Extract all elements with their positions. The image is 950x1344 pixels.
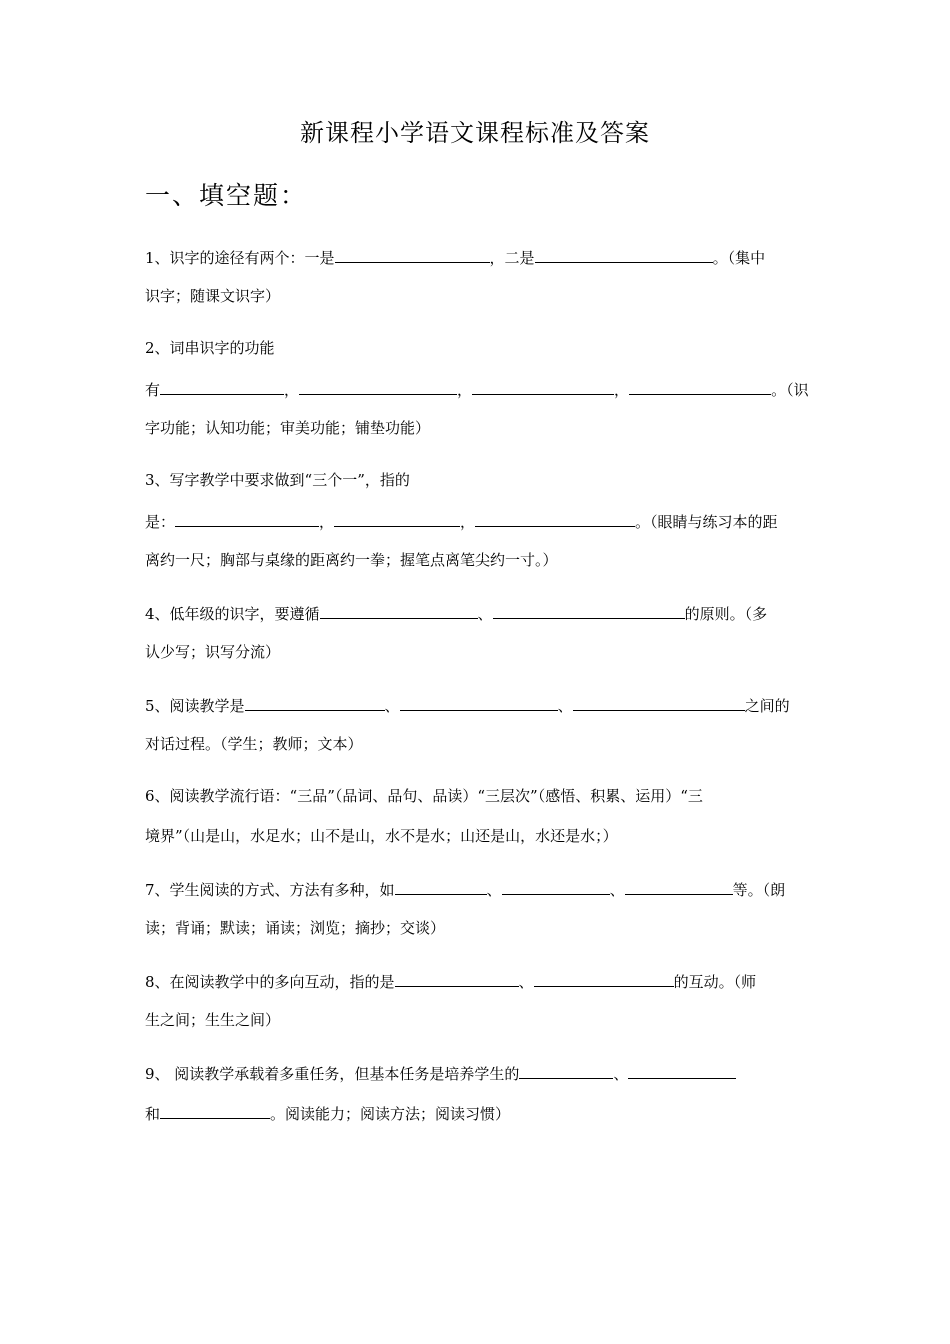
question-6-line-2: 境界”（山是山，水足水；山不是山，水不是水；山还是山，水还是水；） xyxy=(145,827,618,845)
answer-blank[interactable] xyxy=(628,1062,736,1079)
answer-blank[interactable] xyxy=(535,246,713,263)
answer-blank[interactable] xyxy=(320,602,478,619)
answer-blank[interactable] xyxy=(299,378,457,395)
answer-blank[interactable] xyxy=(573,694,745,711)
question-3-line-1: 3、写字教学中要求做到“三个一”，指的 xyxy=(145,471,410,489)
document-title: 新课程小学语文课程标准及答案 xyxy=(300,119,650,147)
answer-blank[interactable] xyxy=(629,378,771,395)
answer-blank[interactable] xyxy=(395,970,519,987)
question-8-line-1: 8、在阅读教学中的多向互动，指的是 、 的互动。（师 xyxy=(145,970,756,992)
question-7-line-2: 读；背诵；默读；诵读；浏览；摘抄；交谈） xyxy=(145,919,446,937)
question-6-line-1: 6、阅读教学流行语：“三品”（品词、品句、品读）“三层次”（感悟、积累、运用）“三 xyxy=(145,787,703,805)
question-9-line-1: 9、 阅读教学承载着多重任务，但基本任务是培养学生的 、 xyxy=(145,1062,736,1084)
answer-blank[interactable] xyxy=(625,878,733,895)
answer-blank[interactable] xyxy=(493,602,685,619)
question-3-line-3: 离约一尺；胸部与桌缘的距离约一拳；握笔点离笔尖约一寸。） xyxy=(145,551,558,569)
question-1-line-1: 1、识字的途径有两个：一是 ，二是 。（集中 xyxy=(145,246,765,268)
question-8-line-2: 生之间；生生之间） xyxy=(145,1011,281,1029)
question-9-line-2: 和 。阅读能力；阅读方法；阅读习惯） xyxy=(145,1102,510,1124)
answer-blank[interactable] xyxy=(160,1102,270,1119)
question-4-line-1: 4、低年级的识字，要遵循 、 的原则。（多 xyxy=(145,602,767,624)
section-heading: 一、填空题： xyxy=(145,181,308,210)
answer-blank[interactable] xyxy=(334,510,460,527)
answer-blank[interactable] xyxy=(472,378,614,395)
answer-blank[interactable] xyxy=(519,1062,613,1079)
answer-blank[interactable] xyxy=(395,878,487,895)
answer-blank[interactable] xyxy=(160,378,284,395)
answer-blank[interactable] xyxy=(335,246,490,263)
question-5-line-2: 对话过程。（学生；教师；文本） xyxy=(145,735,363,753)
answer-blank[interactable] xyxy=(175,510,319,527)
question-2-line-1: 2、词串识字的功能 xyxy=(145,339,275,357)
question-3-line-2: 是： ， ， 。（眼睛与练习本的距 xyxy=(145,510,778,532)
answer-blank[interactable] xyxy=(475,510,635,527)
answer-blank[interactable] xyxy=(534,970,674,987)
question-5-line-1: 5、阅读教学是 、 、 之间的 xyxy=(145,694,790,716)
question-2-line-3: 字功能；认知功能；审美功能；铺垫功能） xyxy=(145,419,431,437)
answer-blank[interactable] xyxy=(400,694,558,711)
answer-blank[interactable] xyxy=(502,878,610,895)
answer-blank[interactable] xyxy=(245,694,385,711)
question-4-line-2: 认少写；识写分流） xyxy=(145,643,281,661)
question-2-line-2: 有 ， ， ， 。（识 xyxy=(145,378,809,400)
question-7-line-1: 7、学生阅读的方式、方法有多种，如 、 、 等。（朗 xyxy=(145,878,785,900)
question-1-line-2: 识字；随课文识字） xyxy=(145,287,281,305)
